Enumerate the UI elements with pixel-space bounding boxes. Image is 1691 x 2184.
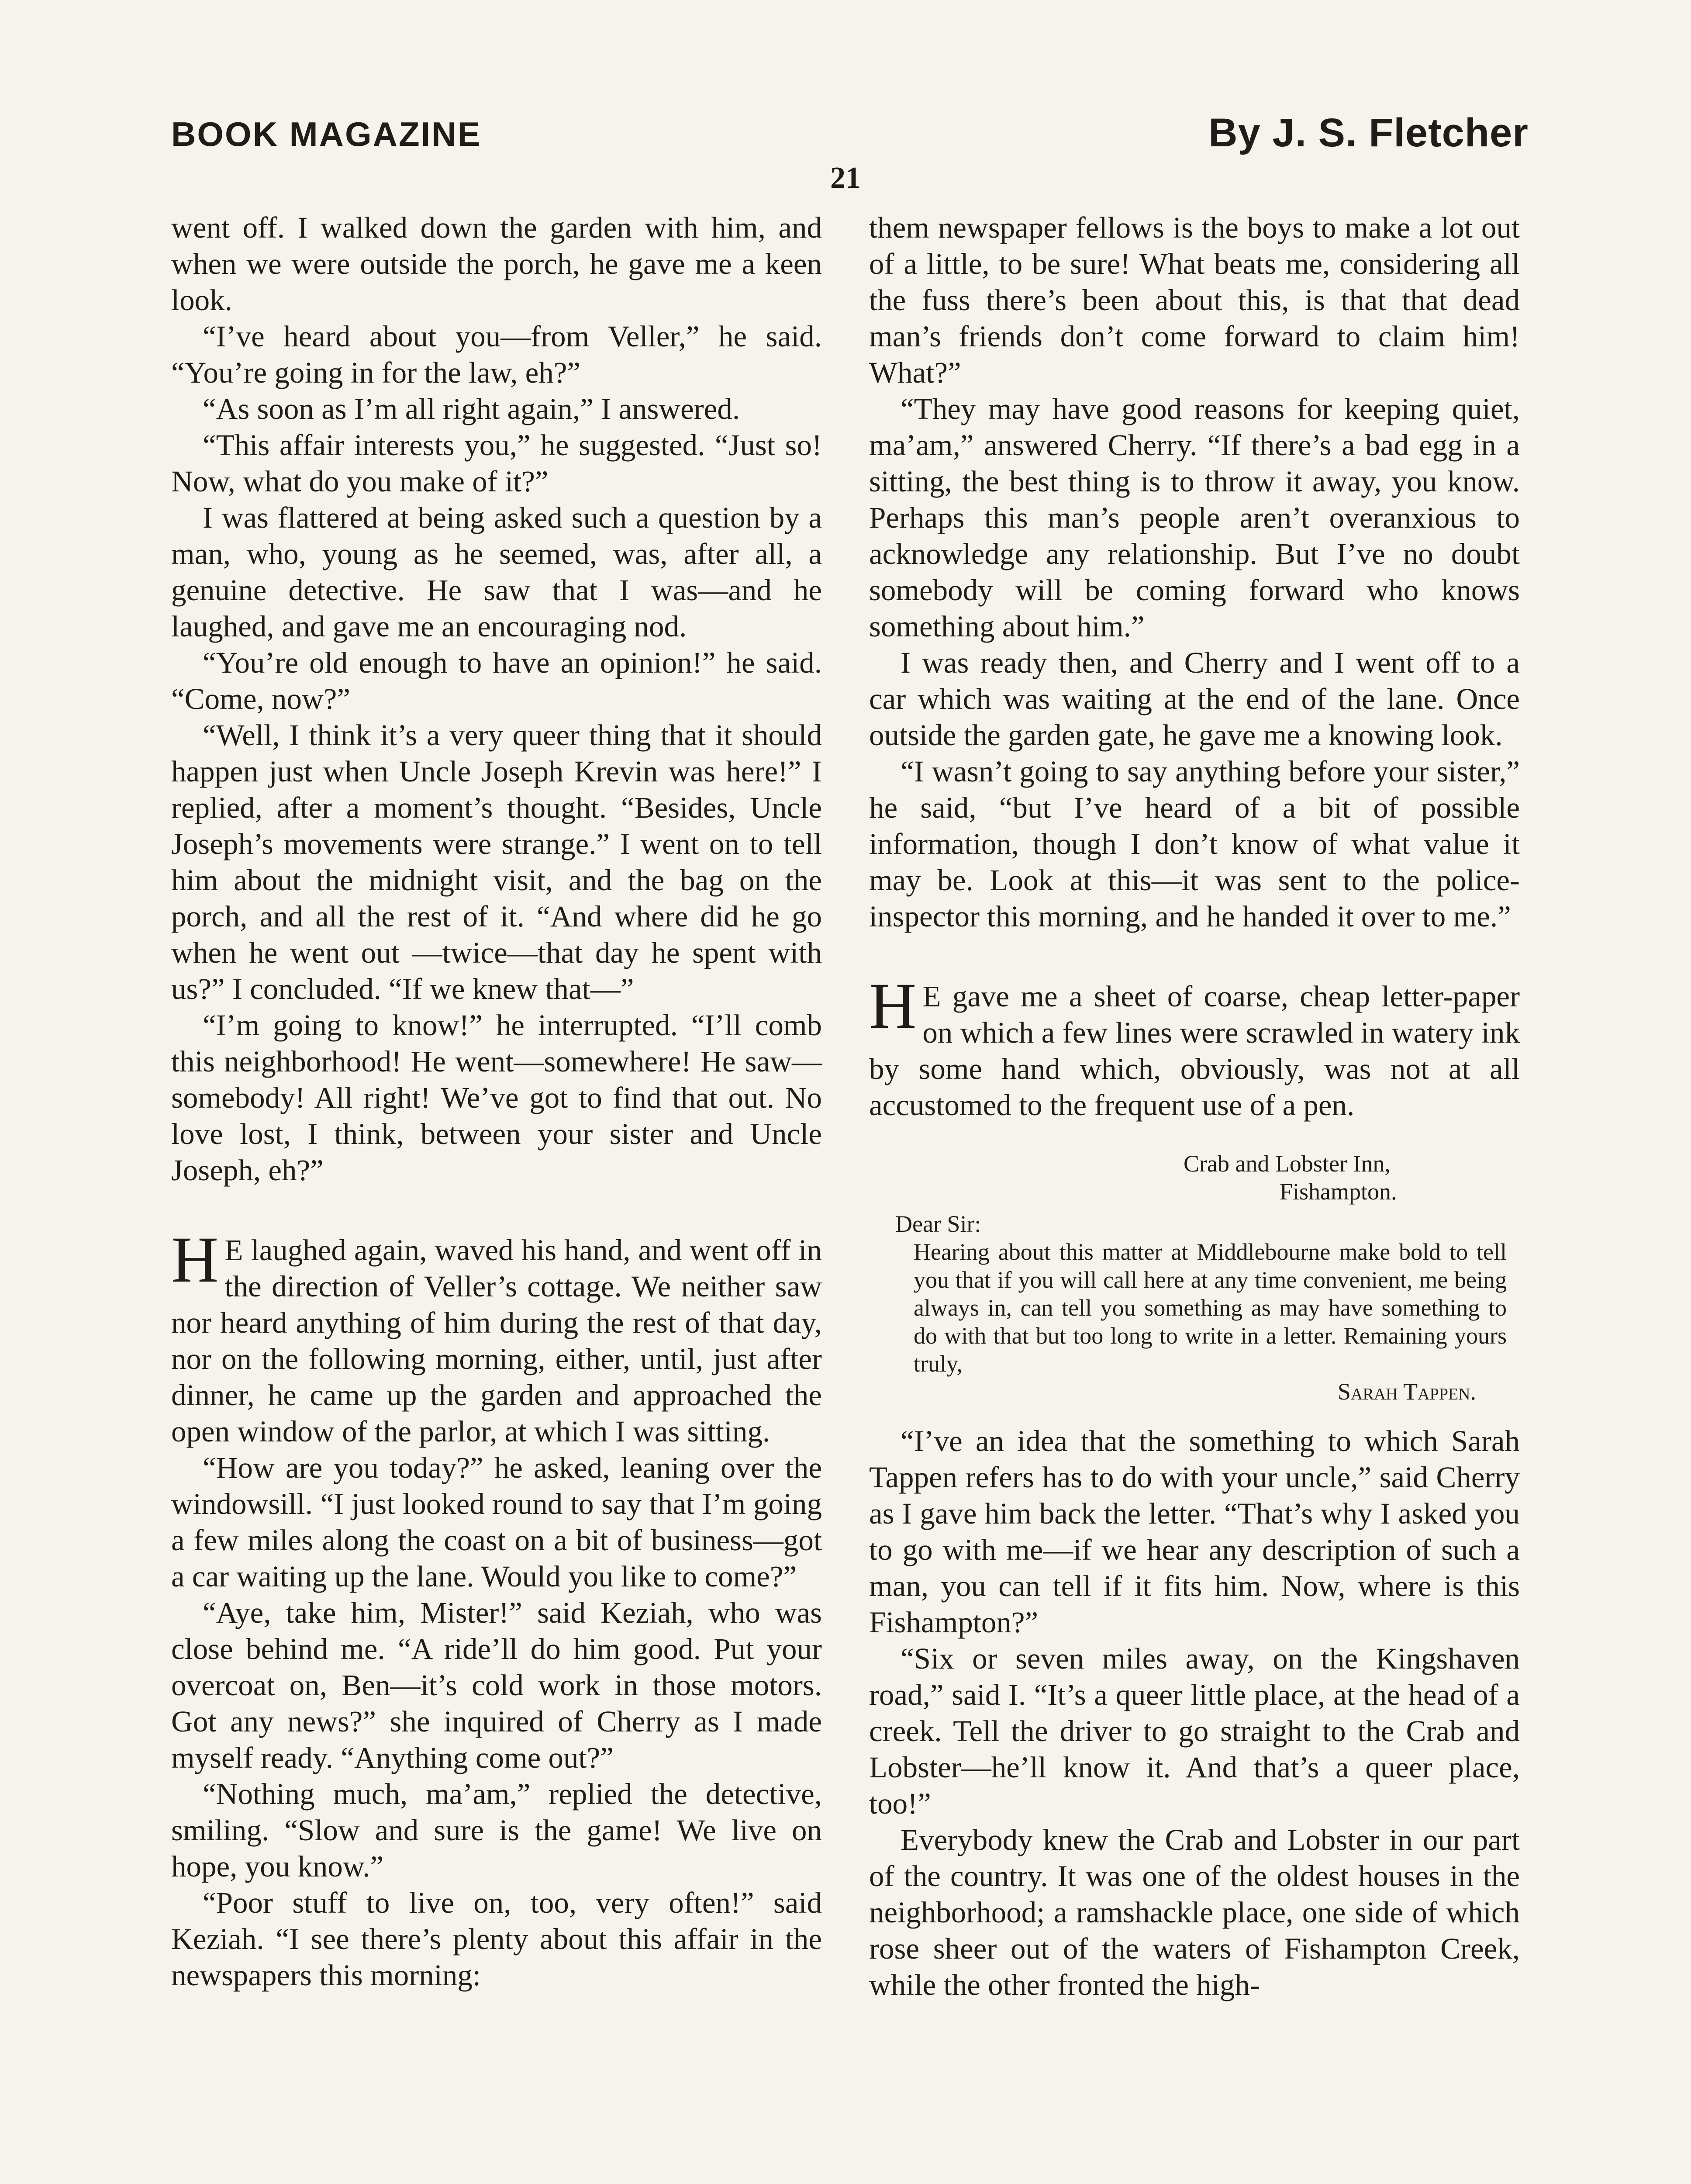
letter-salutation: Dear Sir: xyxy=(895,1211,981,1237)
section-opening xyxy=(869,970,1520,1123)
paragraph: them newspaper fellows is the boys to make a lot out of a little, to be sure! What beats me, considering all the fuss there’s been about this, is that that dead man’s friends don’t come forward to claim him! What?” xyxy=(869,211,1520,389)
paragraph: “They may have good reasons for keeping quiet, ma’am,” answered Cherry. “If there’s a bad egg in a sitting, the best thing is to throw it away, you know. Perhaps this man’s people aren’t overanxious to acknowledge any relationship. But I’ve no doubt somebody will be coming forward who knows something about him.” xyxy=(869,392,1520,643)
paragraph: “Nothing much, ma’am,” replied the detective, smiling. “Slow and sure is the game! We live on hope, you know.” xyxy=(171,1777,822,1883)
paragraph: “Poor stuff to live on, too, very often!” said Keziah. “I see there’s plenty about this affair in the newspapers this morning: xyxy=(171,1886,822,1992)
letter-address: Crab and Lobster Inn, xyxy=(1184,1151,1391,1177)
section-opening xyxy=(171,1223,822,1450)
paragraph: “I’ve an idea that the something to which Sarah Tappen refers has to do with your uncle,” said Cherry as I gave him back the letter. “That’s why I asked you to go with me—if we hear any description of such a man, you can tell if it fits him. Now, where is this Fishampton?” xyxy=(869,1424,1520,1639)
drop-cap: H xyxy=(869,970,917,1042)
paragraph: “You’re old enough to have an opinion!” he said. “Come, now?” xyxy=(171,646,822,715)
left-column xyxy=(171,210,822,1994)
author-byline: By J. S. Fletcher xyxy=(1208,111,1529,155)
right-column xyxy=(869,210,1520,2003)
paragraph: I was ready then, and Cherry and I went off to a car which was waiting at the end of the lane. Once outside the garden gate, he gave me a knowing look. xyxy=(869,646,1520,752)
paragraph: “How are you today?” he asked, leaning over the windowsill. “I just looked round to say that I’m going a few miles along the coast on a bit of business—got a car waiting up the lane. Would you like to come?” xyxy=(171,1451,822,1593)
section-opening-text: E gave me a sheet of coarse, cheap letter-paper on which a few lines were scrawled in watery ink by some hand which, obviously, was not at all accustomed to the frequent use of a pen. xyxy=(869,980,1520,1122)
section-opening-text: E laughed again, waved his hand, and went off in the direction of Veller’s cottage. We neither saw nor heard anything of him during the rest of that day, nor on the following morning, either, until, just after dinner, he came up the garden and approached the open window of the parlor, at which I was sitting. xyxy=(171,1234,822,1448)
paragraph: “Aye, take him, Mister!” said Keziah, who was close behind me. “A ride’ll do him good. Put your overcoat on, Ben—it’s cold work in those motors. Got any news?” she inquired of Cherry as I made myself ready. “Anything come out?” xyxy=(171,1596,822,1774)
drop-cap: H xyxy=(171,1223,219,1296)
paragraph: “I’ve heard about you—from Veller,” he said. “You’re going in for the law, eh?” xyxy=(171,320,822,389)
page-number: 21 xyxy=(830,161,861,195)
paragraph: “This affair interests you,” he suggested. “Just so! Now, what do you make of it?” xyxy=(171,429,822,498)
paragraph: “I’m going to know!” he interrupted. “I’ll comb this neighborhood! He went—somewhere! He saw—somebody! All right! We’ve got to find that out. No love lost, I think, between your sister and Uncle Joseph, eh?” xyxy=(171,1009,822,1187)
paragraph: “Six or seven miles away, on the Kingshaven road,” said I. “It’s a queer little place, at the head of a creek. Tell the driver to go straight to the Crab and Lobster—he’ll know it. And that’s a queer place, too!” xyxy=(869,1642,1520,1820)
paragraph: “Well, I think it’s a very queer thing that it should happen just when Uncle Joseph Krevin was here!” I replied, after a moment’s thought. “Besides, Uncle Joseph’s movements were strange.” I went on to tell him about the midnight visit, and the bag on the porch, and all the rest of it. “And where did he go when he went out —twice—that day he spent with us?” I concluded. “If we knew that—” xyxy=(171,719,822,1006)
magazine-title: BOOK MAGAZINE xyxy=(171,115,482,153)
letter-address-town: Fishampton. xyxy=(1280,1178,1397,1205)
paragraph: Everybody knew the Crab and Lobster in our part of the country. It was one of the oldest houses in the neighborhood; a ramshackle place, one side of which rose sheer out of the waters of Fishampton Creek, while the other fronted the high- xyxy=(869,1823,1520,2001)
paragraph: “I wasn’t going to say anything before your sister,” he said, “but I’ve heard of a bit of possible information, though I don’t know of what value it may be. Look at this—it was sent to the police-inspector this morning, and he handed it over to me.” xyxy=(869,755,1520,933)
letter-body: Hearing about this matter at Middlebourne make bold to tell you that if you will call here at any time convenient, me being always in, can tell you something as may have something to do with that but too long to write in a letter. Remaining yours truly, xyxy=(914,1239,1507,1377)
quoted-letter xyxy=(895,1150,1507,1406)
letter-signature: Sarah Tappen. xyxy=(1337,1379,1476,1405)
paragraph: “As soon as I’m all right again,” I answered. xyxy=(203,392,740,425)
paragraph: I was flattered at being asked such a question by a man, who, young as he seemed, was, after all, a genuine detective. He saw that I was—and he laughed, and gave me an encouraging nod. xyxy=(171,501,822,643)
paragraph: went off. I walked down the garden with him, and when we were outside the porch, he gave me a keen look. xyxy=(171,211,822,317)
